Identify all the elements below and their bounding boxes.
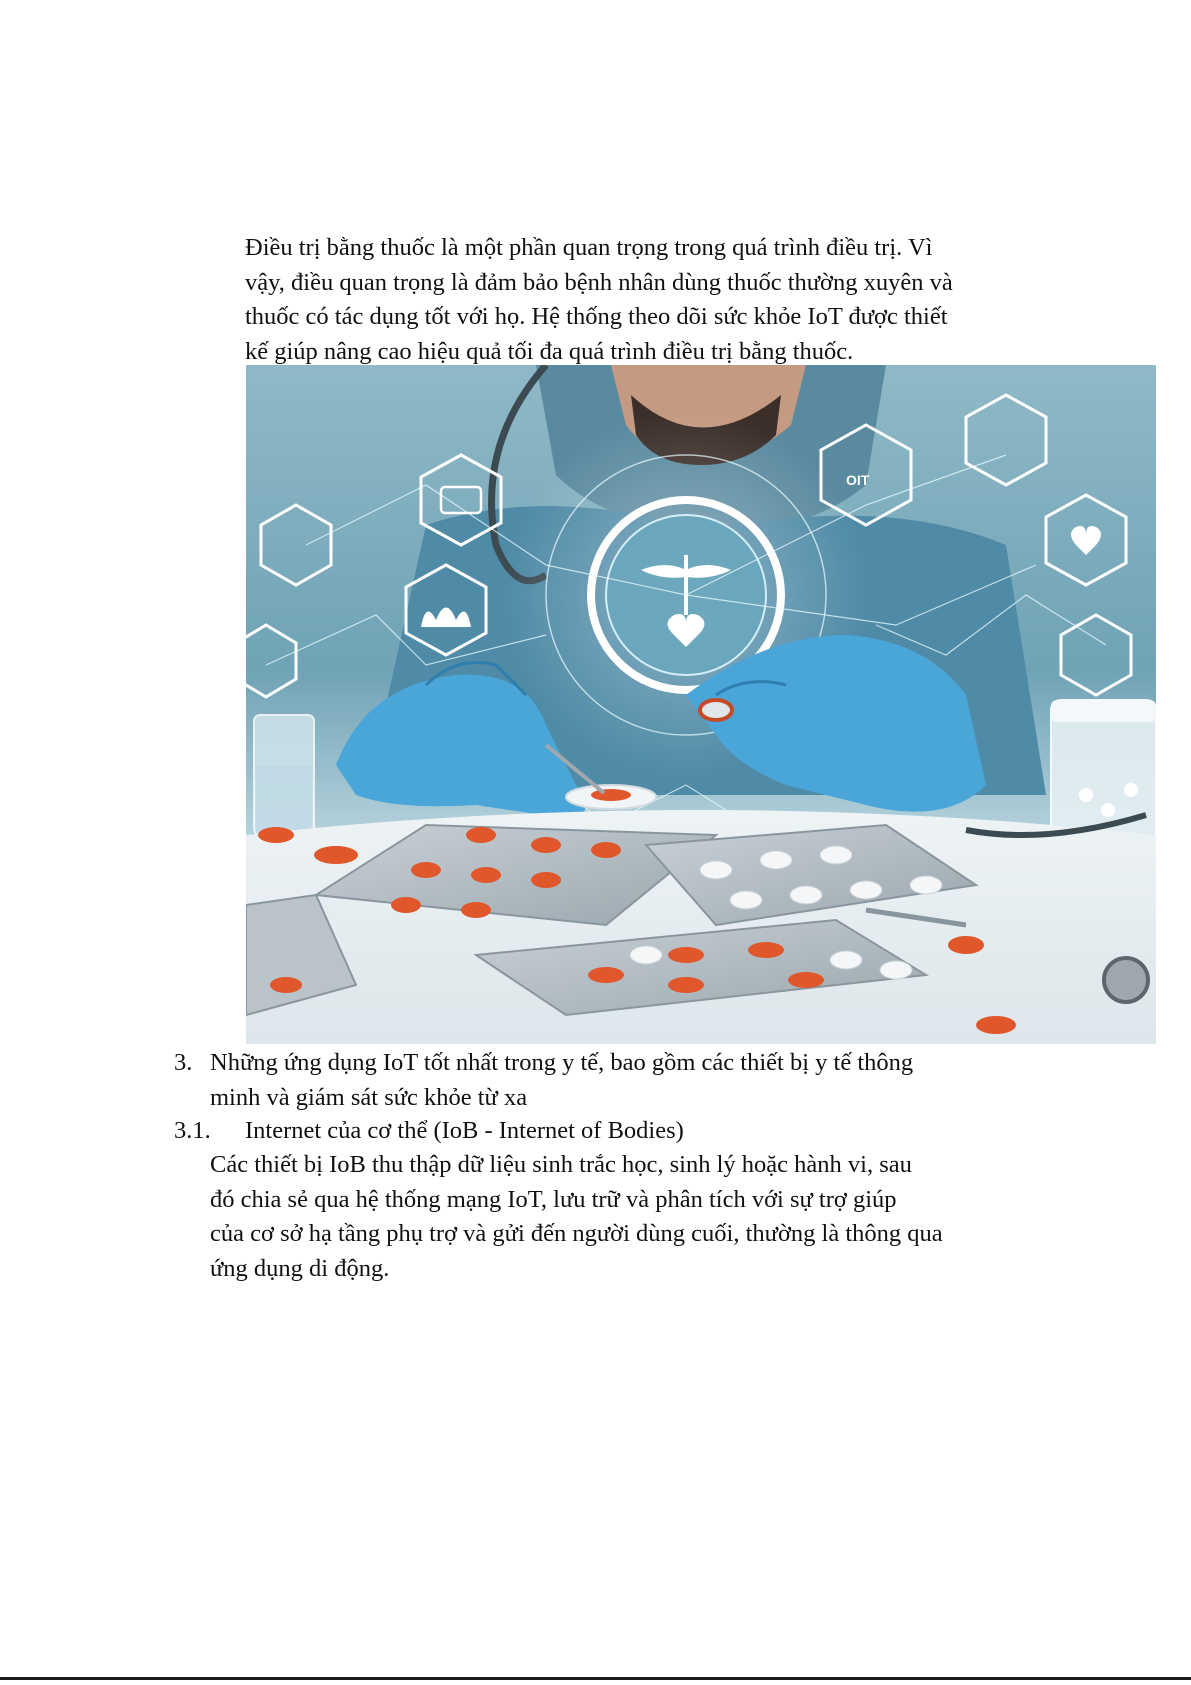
page-bottom-rule <box>0 1677 1191 1680</box>
hud-label-oit: OIT <box>846 472 870 488</box>
body-line: đó chia sẻ qua hệ thống mạng IoT, lưu trữ và phân tích với sự trợ giúp <box>210 1185 897 1213</box>
body-line: Các thiết bị IoB thu thập dữ liệu sinh trắc học, sinh lý hoặc hành vi, sau <box>210 1151 912 1178</box>
section-3-heading <box>210 1046 1110 1115</box>
medication-iot-illustration <box>246 365 1156 1044</box>
intro-paragraph <box>245 231 1065 369</box>
intro-line: Điều trị bằng thuốc là một phần quan trọng trong quá trình điều trị. Vì <box>245 234 933 261</box>
section-3-heading-line: minh và giám sát sức khỏe từ xa <box>210 1083 528 1111</box>
intro-line: thuốc có tác dụng tốt với họ. Hệ thống theo dõi sức khỏe IoT được thiết <box>245 303 948 330</box>
section-3-heading-line: Những ứng dụng IoT tốt nhất trong y tế, bao gồm các thiết bị y tế thông <box>210 1049 914 1076</box>
body-line: ứng dụng di động. <box>210 1254 390 1282</box>
section-3-1-heading: Internet của cơ thể (IoB - Internet of Bodies) <box>245 1117 684 1144</box>
illustration-canvas <box>246 365 1156 1044</box>
section-3-1-body <box>210 1148 1110 1286</box>
water-glass-left <box>254 715 314 835</box>
intro-line: vậy, điều quan trọng là đảm bảo bệnh nhân dùng thuốc thường xuyên và <box>245 268 953 296</box>
section-3-number: 3. <box>174 1049 193 1076</box>
section-3-1-number: 3.1. <box>174 1117 211 1144</box>
intro-line: kế giúp nâng cao hiệu quả tối đa quá trình điều trị bằng thuốc. <box>245 337 854 365</box>
body-line: của cơ sở hạ tầng phụ trợ và gửi đến người dùng cuối, thường là thông qua <box>210 1220 943 1247</box>
